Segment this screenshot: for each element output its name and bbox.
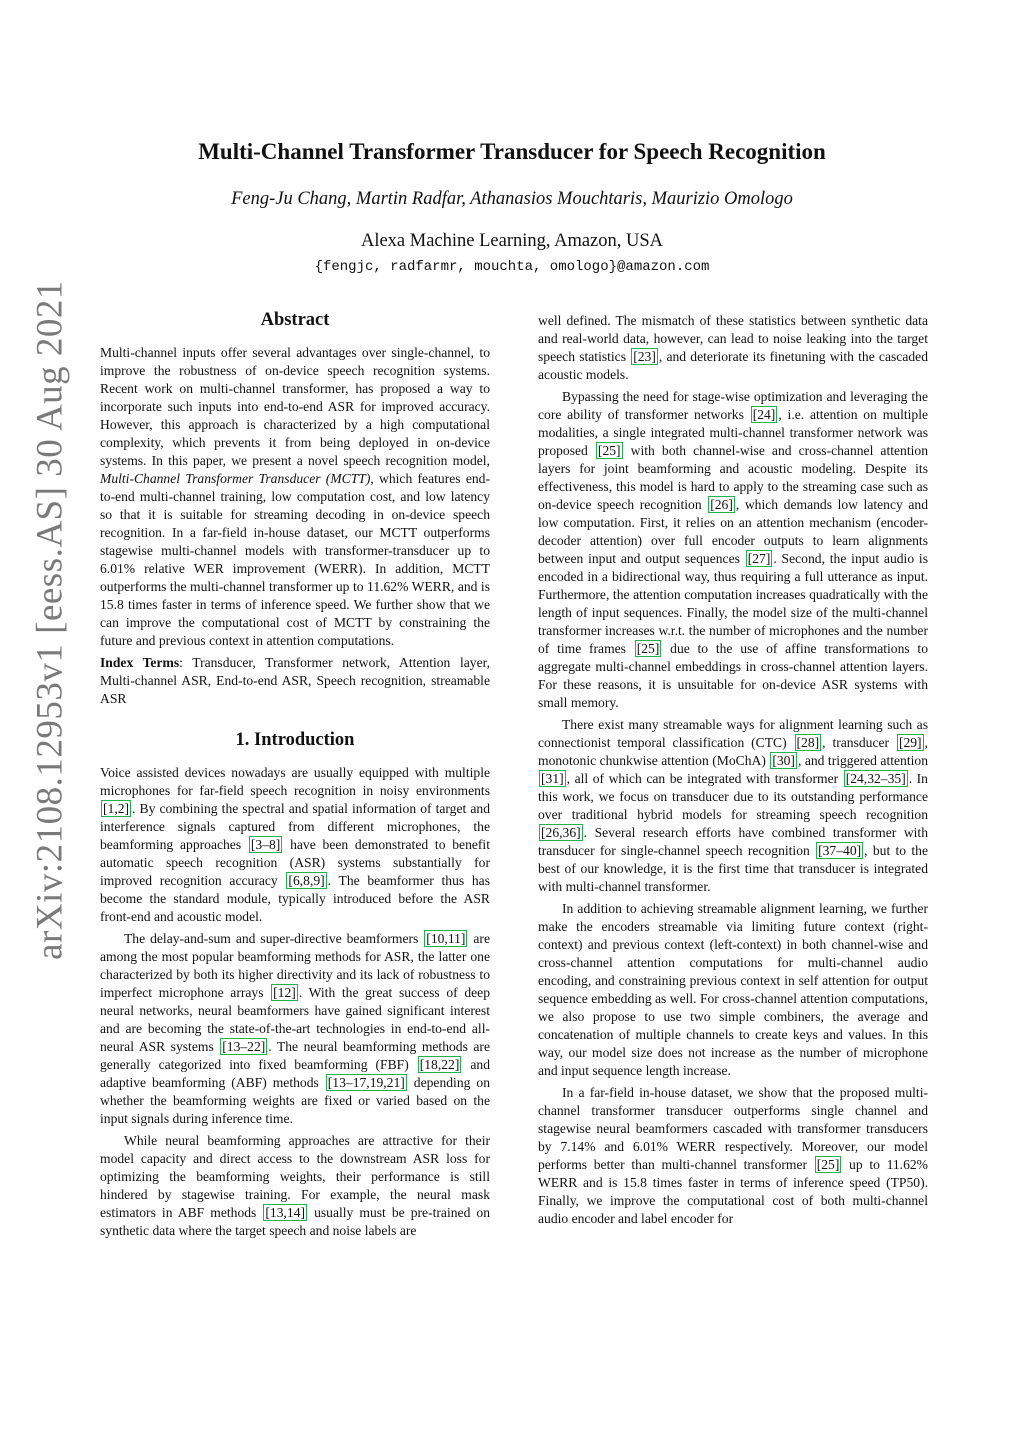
citation-link[interactable]: [13–17,19,21] (327, 1075, 405, 1090)
citation-link[interactable]: [13–22] (222, 1039, 266, 1054)
index-terms-text: : Transducer, Transformer network, Attention layer, Multi-channel ASR, End-to-end ASR, Speech recognition, streamable ASR (100, 655, 490, 706)
paper-title: Multi-Channel Transformer Transducer for Speech Recognition (198, 139, 826, 164)
citation-link[interactable]: [13,14] (265, 1205, 306, 1220)
paper-authors: Feng-Ju Chang, Martin Radfar, Athanasios Mouchtaris, Maurizio Omologo (231, 189, 793, 209)
citation-link[interactable]: [25] (597, 443, 621, 458)
citation-link[interactable]: [26,36] (541, 825, 581, 840)
right-column (538, 312, 928, 1232)
citation-link[interactable]: [10,11] (426, 931, 466, 946)
left-column (100, 308, 490, 1244)
right-paragraph-4: In addition to achieving streamable alignment learning, we further make the encoders streamable via limiting future context (right-context) and previous context (left-context) in both channel-wise and cross-channel attention computations for multi-channel audio encoding, and constraining previous context in self attention for output sequence embedding as well. For cross-channel attention computations, we also propose to use two simple combiners, the average and concatenation of multiple channels to create keys and values. In this way, our model size does not increase as the number of microphone and input sequence length increase. (538, 901, 928, 1078)
citation-link[interactable]: [24] (752, 407, 776, 422)
citation-link[interactable]: [30] (772, 753, 795, 768)
arxiv-sidebar (30, 140, 70, 1100)
intro-paragraph-2: The delay-and-sum and super-directive beamformers [10,11] are among the most popular beamforming methods for ASR, the latter one characterized by both its higher directivity and its lack of robustness to imperfect microphone arrays [12] . With the great success of deep neural networks, neural beamformers have gained significant interest and are becoming the state-of-the-art technologies in end-to-end all-neural ASR systems [13–22] . The neural beamforming methods are generally categorized into fixed beamforming (FBF) [18,22] and adaptive beamforming (ABF) methods [13–17,19,21] depending on whether the beamforming weights are fixed or varied based on the input signals during inference time. (100, 931, 490, 1126)
citation-link[interactable]: [1,2] (103, 801, 130, 816)
abstract-paragraph (100, 344, 490, 650)
abstract-text-b: , which features end-to-end multi-channel training, low computation cost, and low latency so that it is suitable for streaming decoding in on-device speech recognition. In a far-field in-house dataset, our MCTT outperforms stagewise multi-channel models with transformer-transducer up to 6.01% relative WER improvement (WERR). In addition, MCTT outperforms the multi-channel transformer up to 11.62% WERR, and is 15.8 times faster in terms of inference speed. We further show that we can improve the computational cost of MCTT by constraining the future and previous context in attention computations. (100, 471, 490, 648)
model-name: Multi-Channel Transformer Transducer (MCTT) (100, 471, 371, 486)
right-paragraph-1: well defined. The mismatch of these statistics between synthetic data and real-world data, however, can lead to noise leaking into the target speech statistics [23] , and deteriorate its finetuning with the cascaded acoustic models. (538, 313, 928, 382)
paper-affiliation: Alexa Machine Learning, Amazon, USA (360, 231, 664, 251)
citation-link[interactable]: [29] (898, 735, 922, 750)
right-paragraph-2: Bypassing the need for stage-wise optimization and leveraging the core ability of transformer networks [24] , i.e. attention on multiple modalities, a single integrated multi-channel transformer network was proposed [25] with both channel-wise and cross-channel attention layers for joint beamforming and acoustic modeling. Despite its effectiveness, this model is hard to apply to the streaming case such as on-device speech recognition [26] , which demands low latency and low computation. First, it relies on an attention mechanism (encoder-decoder attention) over full encoder outputs to learn alignments between input and output sequences [27] . Second, the input audio is encoded in a bidirectional way, thus requiring a full utterance as input. Furthermore, the attention computation increases quadratically with the length of input sequences. Finally, the model size of the multi-channel transformer increases w.r.t. the number of microphones and the number of time frames [25] due to the use of affine transformations to aggregate multi-channel embeddings in cross-channel attention layers. For these reasons, it is unsuitable for on-device ASR systems with small memory. (538, 389, 929, 710)
abstract-text-a: Multi-channel inputs offer several advantages over single-channel, to improve the robustness of on-device speech recognition systems. Recent work on multi-channel transformer, has proposed a way to incorporate such inputs into end-to-end ASR for improved accuracy. However, this approach is characterized by a high computational complexity, which prevents it from being deployed in on-device systems. In this paper, we present a novel speech recognition model, (100, 345, 490, 468)
citation-link[interactable]: [12] (273, 985, 296, 1000)
citation-link[interactable]: [25] (816, 1157, 840, 1172)
citation-link[interactable]: [26] (710, 497, 733, 512)
citation-link[interactable]: [23] (633, 349, 656, 364)
abstract-heading: Abstract (260, 310, 330, 330)
citation-link[interactable]: [3–8] (250, 837, 281, 852)
citation-link[interactable]: [24,32–35] (845, 771, 906, 786)
citation-link[interactable]: [37–40] (818, 843, 862, 858)
intro-paragraph-1: Voice assisted devices nowadays are usually equipped with multiple microphones for far-field speech recognition in noisy environments [1,2] . By combining the spectral and spatial information of target and interference signals captured from different microphones, the beamforming approaches [3–8] have been demonstrated to benefit automatic speech recognition (ASR) systems substantially for improved recognition accuracy [6,8,9] . The beamformer thus has become the standard module, typically introduced before the ASR front-end and acoustic model. (100, 765, 490, 924)
citation-link[interactable]: [25] (636, 641, 660, 656)
right-paragraph-3: There exist many streamable ways for alignment learning such as connectionist temporal classification (CTC) [28] , transducer [29] , monotonic chunkwise attention (MoChA) [30] , and triggered attention [31] , all of which can be integrated with transformer [24,32–35] . In this work, we focus on transducer due to its outstanding performance over traditional hybrid models for streaming speech recognition [26,36] . Several research efforts have combined transformer with transducer for single-channel speech recognition [37–40] , but to the best of our knowledge, it is the first time that transducer is integrated with multi-channel transformer. (538, 717, 929, 894)
index-terms-label: Index Terms (100, 655, 180, 670)
citation-link[interactable]: [18,22] (419, 1057, 460, 1072)
citation-link[interactable]: [28] (796, 735, 820, 750)
index-terms (100, 654, 490, 708)
paper-emails: {fengjc, radfarmr, mouchta, omologo}@amazon.com (314, 259, 710, 275)
arxiv-id: arXiv:2108.12953v1 [eess.AS] 30 Aug 2021 (29, 280, 71, 960)
right-paragraph-5: In a far-field in-house dataset, we show that the proposed multi-channel transformer transducer outperforms single channel and stagewise neural beamformers cascaded with transformer transducers by 7.14% and 6.01% WERR respectively. Moreover, our model performs better than multi-channel transformer [25] up to 11.62% WERR and is 15.8 times faster in terms of inference speed (TP50). Finally, we improve the computational cost of both multi-channel audio encoder and label encoder for (538, 1085, 928, 1226)
citation-link[interactable]: [6,8,9] (288, 873, 325, 888)
citation-link[interactable]: [31] (541, 771, 564, 786)
intro-heading: 1. Introduction (235, 730, 355, 750)
citation-link[interactable]: [27] (747, 551, 771, 566)
intro-paragraph-3: While neural beamforming approaches are attractive for their model capacity and direct access to the downstream ASR loss for optimizing the beamforming weights, their performance is still hindered by stagewise training. For example, the neural mask estimators in ABF methods [13,14] usually must be pre-trained on synthetic data where the target speech and noise labels are (100, 1133, 490, 1238)
